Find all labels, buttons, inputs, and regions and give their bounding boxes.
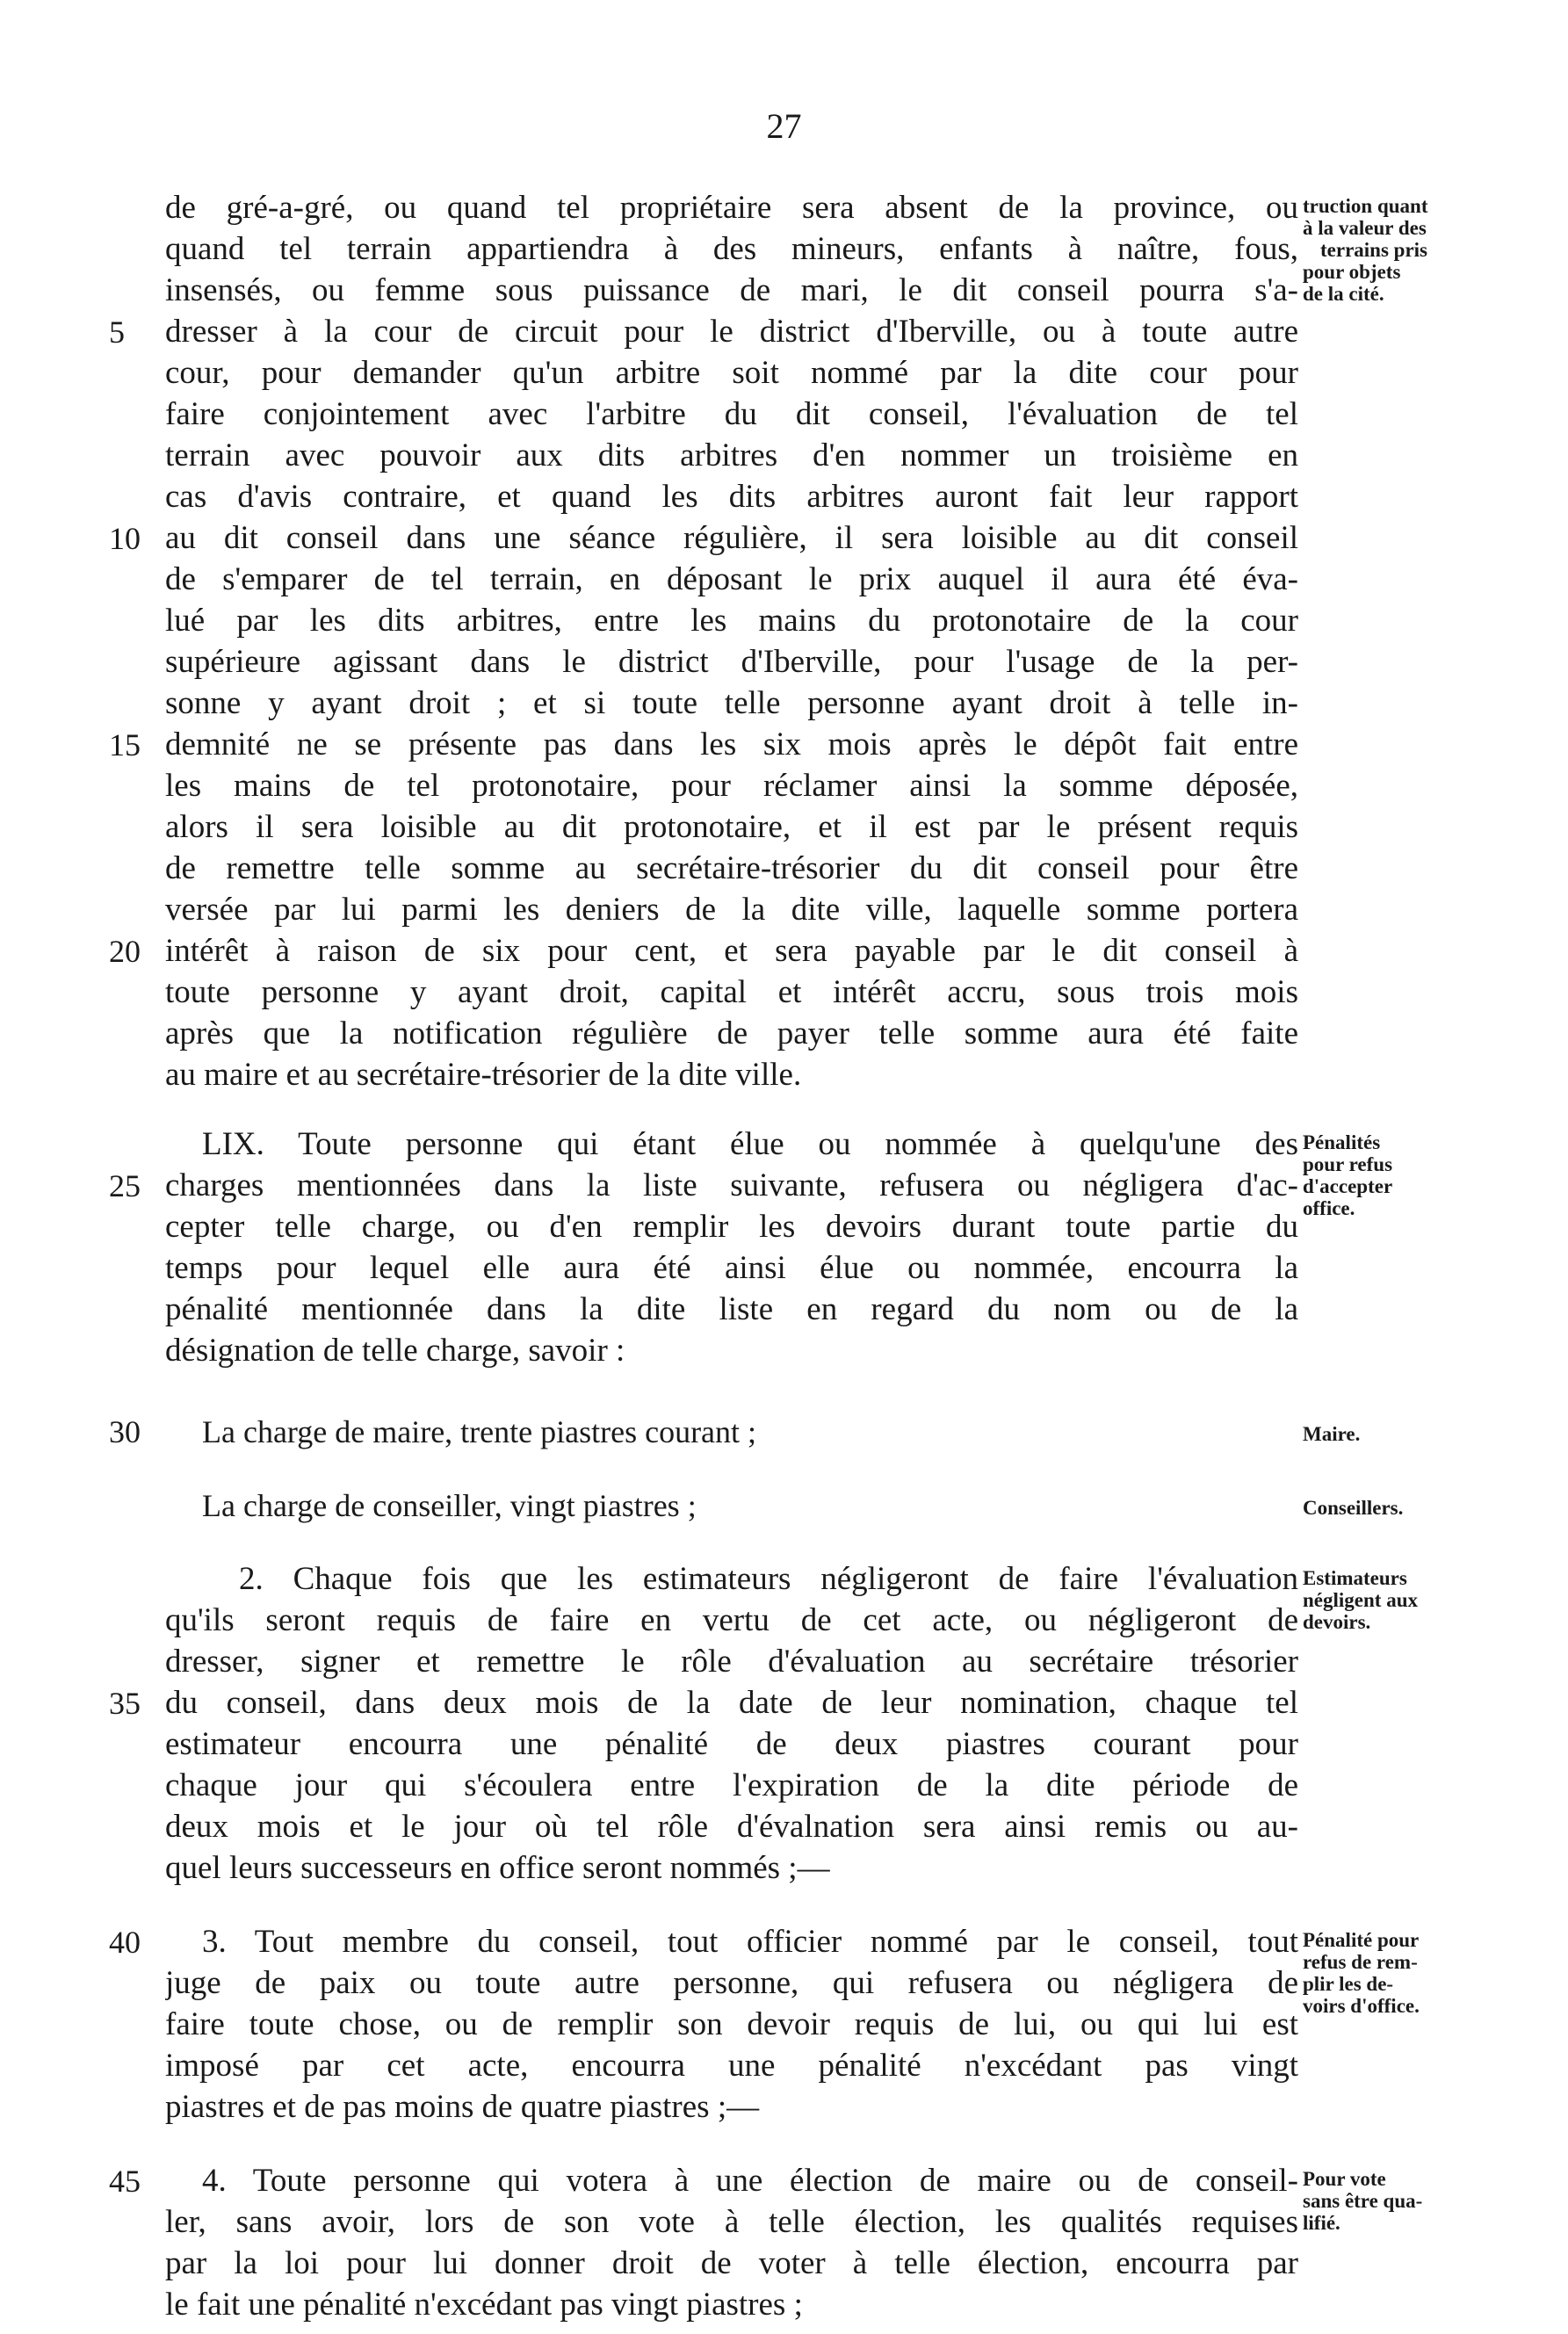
line-number: 20 xyxy=(109,934,141,969)
text-line: lué par les dits arbitres, entre les mains du protonotaire de la cour xyxy=(165,603,1298,639)
text-line: dresser à la cour de circuit pour le district d'Iberville, ou à toute autre xyxy=(165,314,1298,350)
text-line: quel leurs successeurs en office seront nommés ;— xyxy=(165,1850,830,1886)
text-line: cepter telle charge, ou d'en remplir les devoirs durant toute partie du xyxy=(165,1209,1298,1245)
text-line: quand tel terrain appartiendra à des mineurs, enfants à naître, fous, xyxy=(165,231,1298,267)
text-line: 4. Toute personne qui votera à une élection de maire ou de conseil- xyxy=(202,2163,1298,2199)
section-heading-line: LIX. Toute personne qui étant élue ou nommée à quelqu'une des xyxy=(202,1126,1298,1162)
text-line: cas d'avis contraire, et quand les dits arbitres auront fait leur rapport xyxy=(165,479,1298,515)
text-line: 2. Chaque fois que les estimateurs négligeront de faire l'évaluation xyxy=(239,1561,1298,1597)
text-line: qu'ils seront requis de faire en vertu de cet acte, ou négligeront de xyxy=(165,1602,1298,1638)
list-item: La charge de conseiller, vingt piastres ; xyxy=(202,1488,697,1523)
line-number: 10 xyxy=(109,521,141,556)
text-line: demnité ne se présente pas dans les six mois après le dépôt fait entre xyxy=(165,726,1298,762)
line-number: 40 xyxy=(109,1925,141,1960)
text-line: faire conjointement avec l'arbitre du dit conseil, l'évaluation de tel xyxy=(165,396,1298,432)
text-line: charges mentionnées dans la liste suivante, refusera ou négligera d'ac- xyxy=(165,1167,1298,1203)
line-number: 30 xyxy=(109,1414,141,1449)
text-line: piastres et de pas moins de quatre piastres ;— xyxy=(165,2089,760,2125)
text-line: au dit conseil dans une séance régulière, il sera loisible au dit conseil xyxy=(165,520,1298,556)
text-line: versée par lui parmi les deniers de la dite ville, laquelle somme portera xyxy=(165,892,1298,928)
text-line: de remettre telle somme au secrétaire-trésorier du dit conseil pour être xyxy=(165,850,1298,886)
text-line: du conseil, dans deux mois de la date de leur nomination, chaque tel xyxy=(165,1685,1298,1721)
text-line: alors il sera loisible au dit protonotaire, et il est par le présent requis xyxy=(165,809,1298,845)
text-line: insensés, ou femme sous puissance de mari, le dit conseil pourra s'a- xyxy=(165,272,1298,308)
text-line: terrain avec pouvoir aux dits arbitres d'en nommer un troisième en xyxy=(165,437,1298,473)
text-line: juge de paix ou toute autre personne, qui refusera ou négligera de xyxy=(165,1965,1298,2001)
margin-note: Pénalité pour refus de rem- plir les de- voirs d'office. xyxy=(1303,1929,1420,2017)
text-line: estimateur encourra une pénalité de deux piastres courant pour xyxy=(165,1726,1298,1762)
line-number: 35 xyxy=(109,1686,141,1721)
line-number: 15 xyxy=(109,727,141,762)
text-line: imposé par cet acte, encourra une pénalité n'excédant pas vingt xyxy=(165,2048,1298,2084)
text-line: le fait une pénalité n'excédant pas vingt piastres ; xyxy=(165,2287,803,2323)
text-line: les mains de tel protonotaire, pour réclamer ainsi la somme déposée, xyxy=(165,768,1298,804)
text-line: deux mois et le jour où tel rôle d'évalnation sera ainsi remis ou au- xyxy=(165,1809,1298,1845)
text-line: faire toute chose, ou de remplir son devoir requis de lui, ou qui lui est xyxy=(165,2006,1298,2042)
text-line: de gré-a-gré, ou quand tel propriétaire sera absent de la province, ou xyxy=(165,190,1298,226)
text-line: toute personne y ayant droit, capital et intérêt accru, sous trois mois xyxy=(165,974,1298,1010)
text-line: après que la notification régulière de payer telle somme aura été faite xyxy=(165,1015,1298,1051)
margin-note: Conseillers. xyxy=(1303,1497,1404,1519)
text-line: de s'emparer de tel terrain, en déposant le prix auquel il aura été éva- xyxy=(165,561,1298,597)
text-line: cour, pour demander qu'un arbitre soit nommé par la dite cour pour xyxy=(165,355,1298,391)
list-item: La charge de maire, trente piastres courant ; xyxy=(202,1414,757,1449)
text-line: sonne y ayant droit ; et si toute telle personne ayant droit à telle in- xyxy=(165,685,1298,721)
text-line: chaque jour qui s'écoulera entre l'expiration de la dite période de xyxy=(165,1767,1298,1803)
line-number: 45 xyxy=(109,2164,141,2199)
text-line: au maire et au secrétaire-trésorier de la dite ville. xyxy=(165,1057,802,1093)
margin-note: Maire. xyxy=(1303,1423,1361,1445)
text-line: supérieure agissant dans le district d'Iberville, pour l'usage de la per- xyxy=(165,644,1298,680)
text-line: dresser, signer et remettre le rôle d'évaluation au secrétaire trésorier xyxy=(165,1644,1298,1680)
margin-note: Estimateurs négligent aux devoirs. xyxy=(1303,1567,1418,1633)
margin-note: Pour vote sans être qua- lifié. xyxy=(1303,2168,1423,2234)
text-line: ler, sans avoir, lors de son vote à telle élection, les qualités requises xyxy=(165,2204,1298,2240)
line-number: 25 xyxy=(109,1168,141,1203)
line-number: 5 xyxy=(109,314,125,350)
text-line: 3. Tout membre du conseil, tout officier nommé par le conseil, tout xyxy=(202,1924,1298,1960)
text-line: désignation de telle charge, savoir : xyxy=(165,1333,625,1369)
margin-note: Pénalités pour refus d'accepter office. xyxy=(1303,1131,1393,1219)
margin-note: truction quant à la valeur des terrains pris pour objets de la cité. xyxy=(1303,195,1428,305)
text-line: par la loi pour lui donner droit de voter à telle élection, encourra par xyxy=(165,2245,1298,2281)
text-line: temps pour lequel elle aura été ainsi élue ou nommée, encourra la xyxy=(165,1250,1298,1286)
text-line: intérêt à raison de six pour cent, et sera payable par le dit conseil à xyxy=(165,933,1298,969)
page-number: 27 xyxy=(766,106,802,146)
text-line: pénalité mentionnée dans la dite liste en regard du nom ou de la xyxy=(165,1291,1298,1327)
